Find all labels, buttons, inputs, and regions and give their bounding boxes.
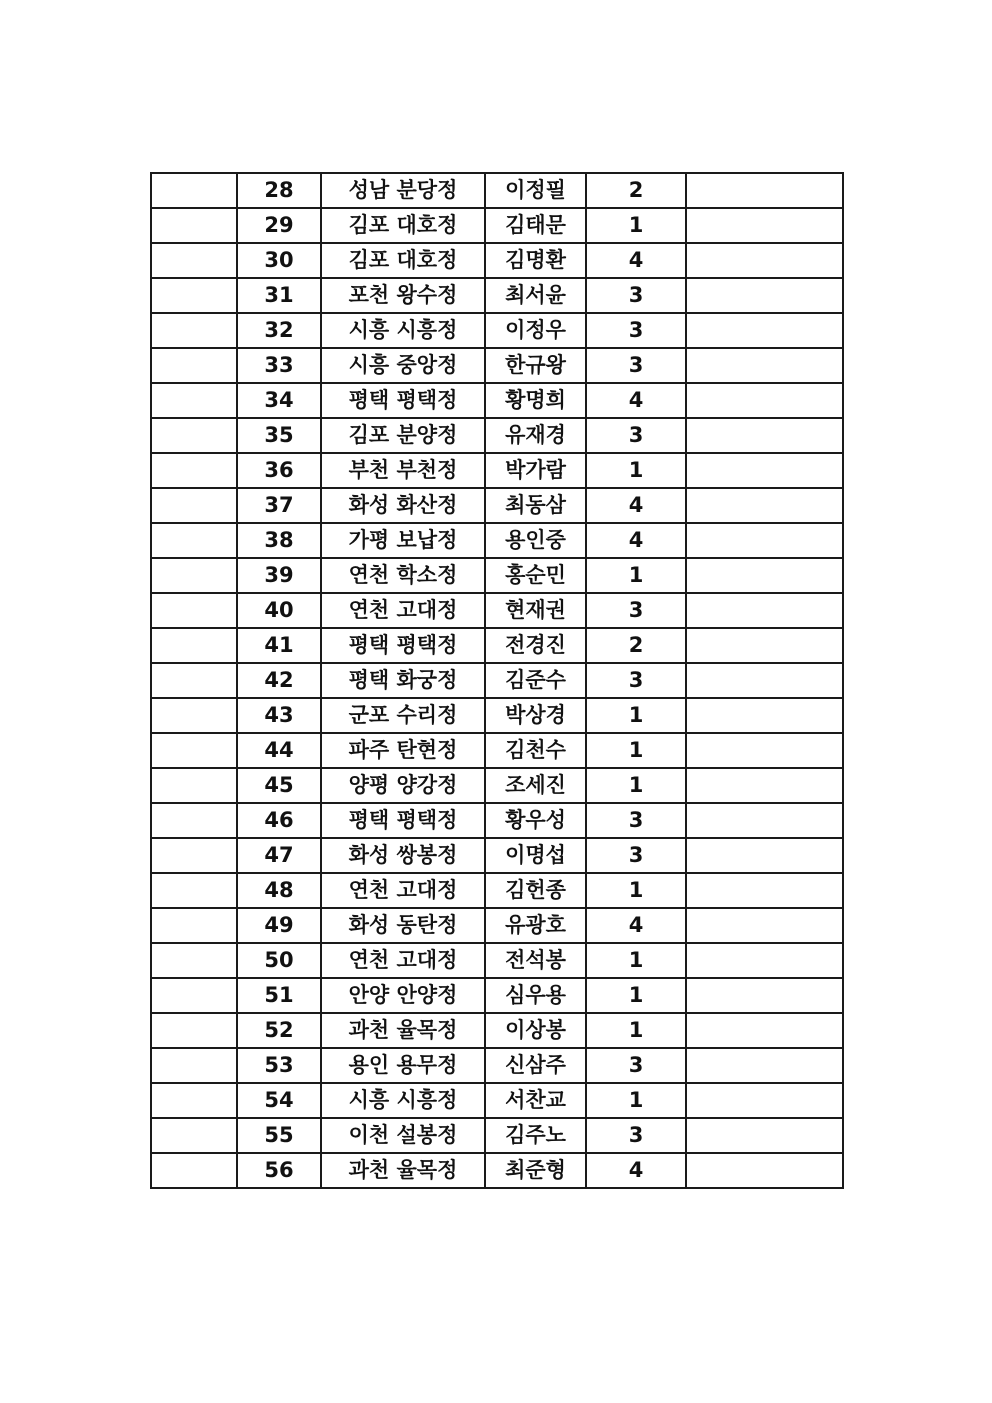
blank-cell-left [151,873,237,908]
count-cell: 2 [586,173,686,208]
station-cell: 이천 설봉정 [321,1118,485,1153]
name-cell: 황명희 [485,383,586,418]
count-cell: 1 [586,943,686,978]
station-cell: 평택 평택정 [321,803,485,838]
blank-cell-right [686,733,843,768]
count-cell: 1 [586,768,686,803]
row-number-cell: 45 [237,768,321,803]
name-cell: 용인중 [485,523,586,558]
row-number-cell: 46 [237,803,321,838]
station-cell: 연천 학소정 [321,558,485,593]
count-cell: 4 [586,1153,686,1188]
table-row [151,313,843,348]
blank-cell-left [151,453,237,488]
station-cell: 평택 평택정 [321,628,485,663]
blank-cell-left [151,628,237,663]
blank-cell-right [686,1118,843,1153]
count-cell: 1 [586,978,686,1013]
station-cell: 시흥 중앙정 [321,348,485,383]
name-cell: 박가람 [485,453,586,488]
table-row [151,243,843,278]
name-cell: 현재권 [485,593,586,628]
blank-cell-right [686,383,843,418]
row-number-cell: 48 [237,873,321,908]
station-cell: 화성 쌍봉정 [321,838,485,873]
name-cell: 이정우 [485,313,586,348]
table-row [151,733,843,768]
blank-cell-right [686,348,843,383]
row-number-cell: 29 [237,208,321,243]
count-cell: 1 [586,453,686,488]
row-number-cell: 54 [237,1083,321,1118]
blank-cell-left [151,383,237,418]
table-row [151,943,843,978]
name-cell: 심우용 [485,978,586,1013]
count-cell: 3 [586,593,686,628]
name-cell: 최서윤 [485,278,586,313]
station-cell: 포천 왕수정 [321,278,485,313]
row-number-cell: 31 [237,278,321,313]
blank-cell-left [151,418,237,453]
blank-cell-left [151,173,237,208]
row-number-cell: 50 [237,943,321,978]
blank-cell-right [686,698,843,733]
name-cell: 김천수 [485,733,586,768]
blank-cell-right [686,838,843,873]
station-cell: 평택 화궁정 [321,663,485,698]
blank-cell-left [151,1048,237,1083]
table-row [151,383,843,418]
table-row [151,593,843,628]
blank-cell-right [686,173,843,208]
blank-cell-left [151,278,237,313]
blank-cell-left [151,1013,237,1048]
table-row [151,1048,843,1083]
blank-cell-right [686,1013,843,1048]
blank-cell-left [151,698,237,733]
blank-cell-right [686,208,843,243]
blank-cell-left [151,488,237,523]
count-cell: 3 [586,1118,686,1153]
name-cell: 한규왕 [485,348,586,383]
row-number-cell: 44 [237,733,321,768]
blank-cell-left [151,558,237,593]
table-row [151,173,843,208]
station-cell: 성남 분당정 [321,173,485,208]
table-row [151,873,843,908]
table-row [151,1083,843,1118]
count-cell: 4 [586,523,686,558]
count-cell: 4 [586,908,686,943]
table-row [151,488,843,523]
name-cell: 유광호 [485,908,586,943]
station-cell: 연천 고대정 [321,873,485,908]
count-cell: 4 [586,488,686,523]
station-cell: 군포 수리정 [321,698,485,733]
blank-cell-right [686,978,843,1013]
station-cell: 김포 대호정 [321,208,485,243]
blank-cell-right [686,278,843,313]
blank-cell-left [151,523,237,558]
count-cell: 2 [586,628,686,663]
blank-cell-right [686,453,843,488]
row-number-cell: 53 [237,1048,321,1083]
row-number-cell: 43 [237,698,321,733]
blank-cell-left [151,243,237,278]
name-cell: 김명환 [485,243,586,278]
count-cell: 1 [586,733,686,768]
table-row [151,663,843,698]
name-cell: 서찬교 [485,1083,586,1118]
count-cell: 3 [586,418,686,453]
row-number-cell: 37 [237,488,321,523]
row-number-cell: 40 [237,593,321,628]
station-cell: 안양 안양정 [321,978,485,1013]
table-row [151,523,843,558]
table-row [151,628,843,663]
count-cell: 3 [586,663,686,698]
row-number-cell: 42 [237,663,321,698]
table-row [151,908,843,943]
name-cell: 최동삼 [485,488,586,523]
blank-cell-left [151,348,237,383]
blank-cell-right [686,908,843,943]
blank-cell-left [151,908,237,943]
blank-cell-left [151,593,237,628]
name-cell: 김준수 [485,663,586,698]
blank-cell-right [686,523,843,558]
station-cell: 과천 율목정 [321,1153,485,1188]
blank-cell-right [686,943,843,978]
roster-table-body [151,173,843,1188]
count-cell: 3 [586,803,686,838]
name-cell: 조세진 [485,768,586,803]
count-cell: 1 [586,1013,686,1048]
station-cell: 시흥 시흥정 [321,313,485,348]
table-row [151,453,843,488]
count-cell: 1 [586,1083,686,1118]
blank-cell-left [151,663,237,698]
blank-cell-right [686,243,843,278]
blank-cell-right [686,873,843,908]
table-row [151,348,843,383]
blank-cell-left [151,838,237,873]
station-cell: 평택 평택정 [321,383,485,418]
name-cell: 박상경 [485,698,586,733]
table-row [151,278,843,313]
row-number-cell: 33 [237,348,321,383]
count-cell: 4 [586,383,686,418]
table-row [151,1118,843,1153]
count-cell: 1 [586,208,686,243]
row-number-cell: 38 [237,523,321,558]
name-cell: 유재경 [485,418,586,453]
table-row [151,838,843,873]
name-cell: 최준형 [485,1153,586,1188]
name-cell: 이정필 [485,173,586,208]
station-cell: 화성 동탄정 [321,908,485,943]
blank-cell-left [151,768,237,803]
station-cell: 시흥 시흥정 [321,1083,485,1118]
roster-table [150,172,844,1189]
row-number-cell: 41 [237,628,321,663]
name-cell: 김태문 [485,208,586,243]
station-cell: 연천 고대정 [321,593,485,628]
name-cell: 홍순민 [485,558,586,593]
row-number-cell: 51 [237,978,321,1013]
station-cell: 김포 분양정 [321,418,485,453]
count-cell: 1 [586,698,686,733]
row-number-cell: 32 [237,313,321,348]
name-cell: 이명섭 [485,838,586,873]
row-number-cell: 36 [237,453,321,488]
row-number-cell: 30 [237,243,321,278]
row-number-cell: 49 [237,908,321,943]
table-row [151,1153,843,1188]
row-number-cell: 39 [237,558,321,593]
count-cell: 3 [586,348,686,383]
station-cell: 부천 부천정 [321,453,485,488]
blank-cell-left [151,978,237,1013]
roster-sheet [150,172,842,1189]
blank-cell-left [151,313,237,348]
row-number-cell: 47 [237,838,321,873]
station-cell: 가평 보납정 [321,523,485,558]
table-row [151,1013,843,1048]
table-row [151,698,843,733]
blank-cell-left [151,1118,237,1153]
table-row [151,558,843,593]
count-cell: 3 [586,838,686,873]
name-cell: 신삼주 [485,1048,586,1083]
station-cell: 용인 용무정 [321,1048,485,1083]
blank-cell-left [151,733,237,768]
station-cell: 양평 양강정 [321,768,485,803]
row-number-cell: 55 [237,1118,321,1153]
blank-cell-left [151,208,237,243]
station-cell: 과천 율목정 [321,1013,485,1048]
station-cell: 김포 대호정 [321,243,485,278]
name-cell: 전석봉 [485,943,586,978]
blank-cell-left [151,803,237,838]
count-cell: 1 [586,873,686,908]
name-cell: 이상봉 [485,1013,586,1048]
blank-cell-left [151,1153,237,1188]
blank-cell-right [686,1083,843,1118]
table-row [151,768,843,803]
name-cell: 김주노 [485,1118,586,1153]
name-cell: 전경진 [485,628,586,663]
name-cell: 김헌종 [485,873,586,908]
blank-cell-right [686,803,843,838]
blank-cell-right [686,663,843,698]
table-row [151,208,843,243]
row-number-cell: 56 [237,1153,321,1188]
count-cell: 3 [586,313,686,348]
station-cell: 연천 고대정 [321,943,485,978]
blank-cell-right [686,1153,843,1188]
row-number-cell: 35 [237,418,321,453]
row-number-cell: 34 [237,383,321,418]
blank-cell-right [686,558,843,593]
blank-cell-right [686,1048,843,1083]
station-cell: 화성 화산정 [321,488,485,523]
count-cell: 4 [586,243,686,278]
blank-cell-left [151,1083,237,1118]
blank-cell-right [686,488,843,523]
row-number-cell: 28 [237,173,321,208]
table-row [151,418,843,453]
blank-cell-right [686,313,843,348]
table-row [151,803,843,838]
row-number-cell: 52 [237,1013,321,1048]
count-cell: 1 [586,558,686,593]
name-cell: 황우성 [485,803,586,838]
blank-cell-right [686,768,843,803]
count-cell: 3 [586,278,686,313]
blank-cell-right [686,418,843,453]
count-cell: 3 [586,1048,686,1083]
blank-cell-left [151,943,237,978]
blank-cell-right [686,593,843,628]
station-cell: 파주 탄현정 [321,733,485,768]
table-row [151,978,843,1013]
blank-cell-right [686,628,843,663]
